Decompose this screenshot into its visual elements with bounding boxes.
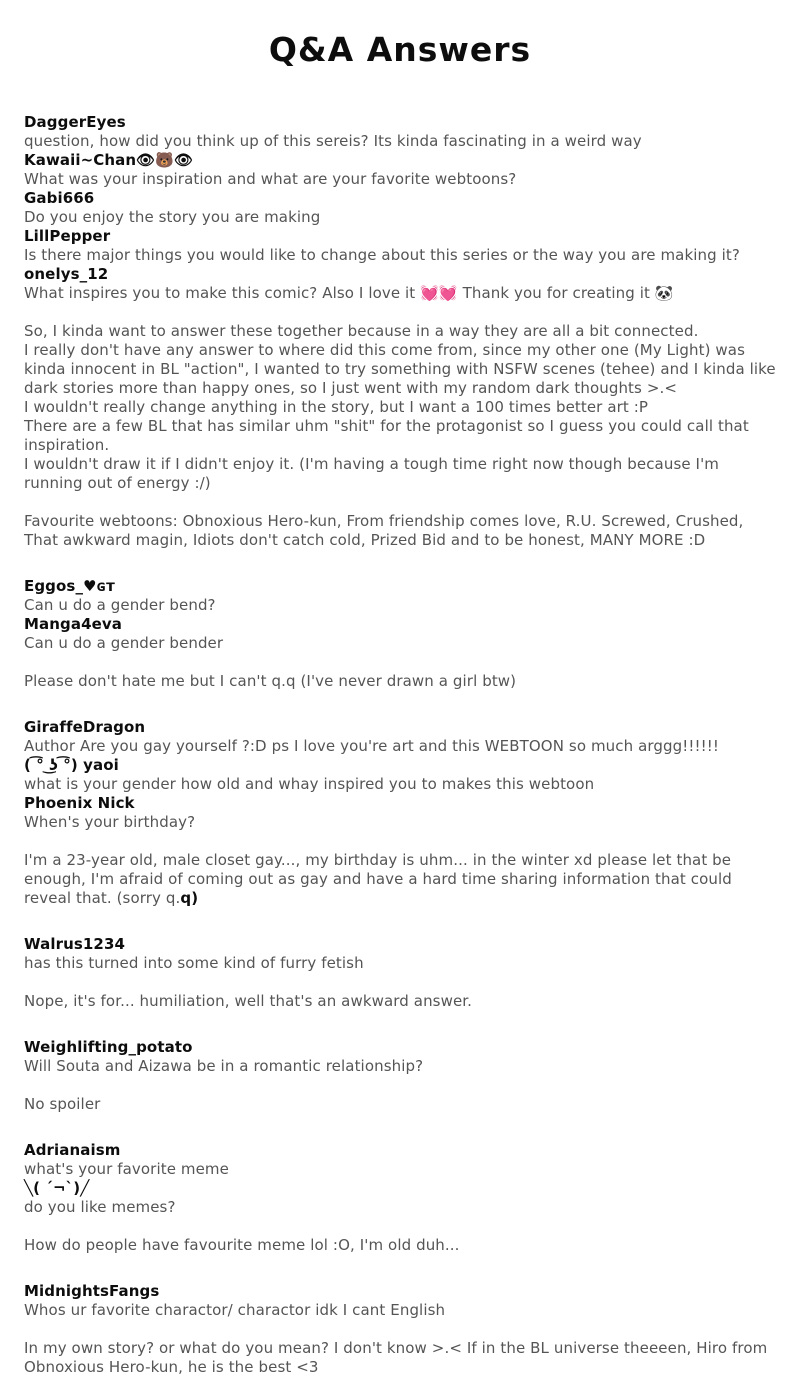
qa-text: I really don't have any answer to where did this come from, since my other one (My Light) was kinda innocent in BL "action", I wanted to try something with NSFW scenes (tehee) and I kinda like dark stories more than happy ones, so I just went with my random dark thoughts >.< bbox=[24, 341, 781, 397]
qa-username: MidnightsFangs bbox=[24, 1282, 160, 1300]
qa-username: Weighlifting_potato bbox=[24, 1038, 193, 1056]
qa-text: Please don't hate me but I can't q.q (I've never drawn a girl btw) bbox=[24, 672, 517, 690]
qa-text: Do you enjoy the story you are making bbox=[24, 208, 321, 226]
qa-text: question, how did you think up of this sereis? Its kinda fascinating in a weird way bbox=[24, 132, 642, 150]
qa-text: I wouldn't draw it if I didn't enjoy it. (I'm having a tough time right now though because I'm running out of energy :/) bbox=[24, 455, 724, 492]
qa-text: Can u do a gender bender bbox=[24, 634, 224, 652]
blank-line bbox=[24, 653, 776, 672]
page-title: Q&A Answers bbox=[268, 30, 532, 69]
blank-line bbox=[24, 1076, 776, 1095]
qa-username: Eggos_♥ɢᴛ bbox=[24, 577, 115, 595]
qa-text: Whos ur favorite charactor/ charactor idk I cant English bbox=[24, 1301, 446, 1319]
qa-username: ( ͡° ͜ʖ ͡°) yaoi bbox=[24, 756, 119, 774]
qa-text: do you like memes? bbox=[24, 1198, 176, 1216]
blank-line bbox=[24, 1320, 776, 1339]
qa-username: Adrianaism bbox=[24, 1141, 121, 1159]
qa-text: has this turned into some kind of furry fetish bbox=[24, 954, 364, 972]
qa-text: What inspires you to make this comic? Also I love it 💓💓 Thank you for creating it 🐼 bbox=[24, 284, 674, 302]
qa-text: There are a few BL that has similar uhm "shit" for the protagonist so I guess you could call that inspiration. bbox=[24, 417, 754, 454]
qa-username: onelys_12 bbox=[24, 265, 109, 283]
qa-text: What was your inspiration and what are your favorite webtoons? bbox=[24, 170, 517, 188]
qa-text: what's your favorite meme bbox=[24, 1160, 229, 1178]
section-gap bbox=[24, 1011, 776, 1038]
qa-text: Will Souta and Aizawa be in a romantic relationship? bbox=[24, 1057, 424, 1075]
qa-text: Favourite webtoons: Obnoxious Hero-kun, From friendship comes love, R.U. Screwed, Crushed, That awkward magin, Idiots don't catch cold, Prized Bid and to be honest, MANY MORE :D bbox=[24, 512, 749, 549]
qa-text bbox=[24, 851, 776, 908]
qa-username: ╲( ´¬`)╱ bbox=[24, 1179, 90, 1197]
section-gap bbox=[24, 1255, 776, 1282]
qa-username: Manga4eva bbox=[24, 615, 122, 633]
blank-line bbox=[24, 973, 776, 992]
blank-line bbox=[24, 493, 776, 512]
qa-text: So, I kinda want to answer these together because in a way they are all a bit connected. bbox=[24, 322, 699, 340]
qa-text: Author Are you gay yourself ?:D ps I love you're art and this WEBTOON so much arggg!!!!!! bbox=[24, 737, 719, 755]
qa-text: I wouldn't really change anything in the story, but I want a 100 times better art :P bbox=[24, 398, 649, 416]
qa-text: what is your gender how old and whay inspired you to makes this webtoon bbox=[24, 775, 595, 793]
qa-text: How do people have favourite meme lol :O, I'm old duh... bbox=[24, 1236, 460, 1254]
qa-username: Walrus1234 bbox=[24, 935, 126, 953]
qa-content bbox=[24, 113, 781, 1377]
section-gap bbox=[24, 908, 776, 935]
section-gap bbox=[24, 1114, 776, 1141]
qa-username: Kawaii~Chan👁🐻👁 bbox=[24, 151, 194, 169]
blank-line bbox=[24, 1217, 776, 1236]
qa-username: DaggerEyes bbox=[24, 113, 126, 131]
qa-text-segment: I'm a 23-year old, male closet gay..., my birthday is uhm... in the winter xd please let that be enough, I'm afraid of coming out as gay and have a hard time sharing information that could reveal that. (sorry q. bbox=[24, 851, 737, 907]
qa-text: Can u do a gender bend? bbox=[24, 596, 216, 614]
qa-text-bold-segment: q) bbox=[180, 889, 199, 907]
blank-line bbox=[24, 832, 776, 851]
qa-text: No spoiler bbox=[24, 1095, 101, 1113]
qa-text: Is there major things you would like to change about this series or the way you are making it? bbox=[24, 246, 740, 264]
qa-username: LillPepper bbox=[24, 227, 111, 245]
qa-username: Phoenix Nick bbox=[24, 794, 135, 812]
section-gap bbox=[24, 550, 776, 577]
section-gap bbox=[24, 691, 776, 718]
qa-text: When's your birthday? bbox=[24, 813, 196, 831]
blank-line bbox=[24, 303, 776, 322]
qa-username: GiraffeDragon bbox=[24, 718, 146, 736]
qa-text: In my own story? or what do you mean? I don't know >.< If in the BL universe theeeen, Hiro from Obnoxious Hero-kun, he is the best <3 bbox=[24, 1339, 773, 1376]
qa-username: Gabi666 bbox=[24, 189, 95, 207]
qa-text: Nope, it's for... humiliation, well that's an awkward answer. bbox=[24, 992, 473, 1010]
